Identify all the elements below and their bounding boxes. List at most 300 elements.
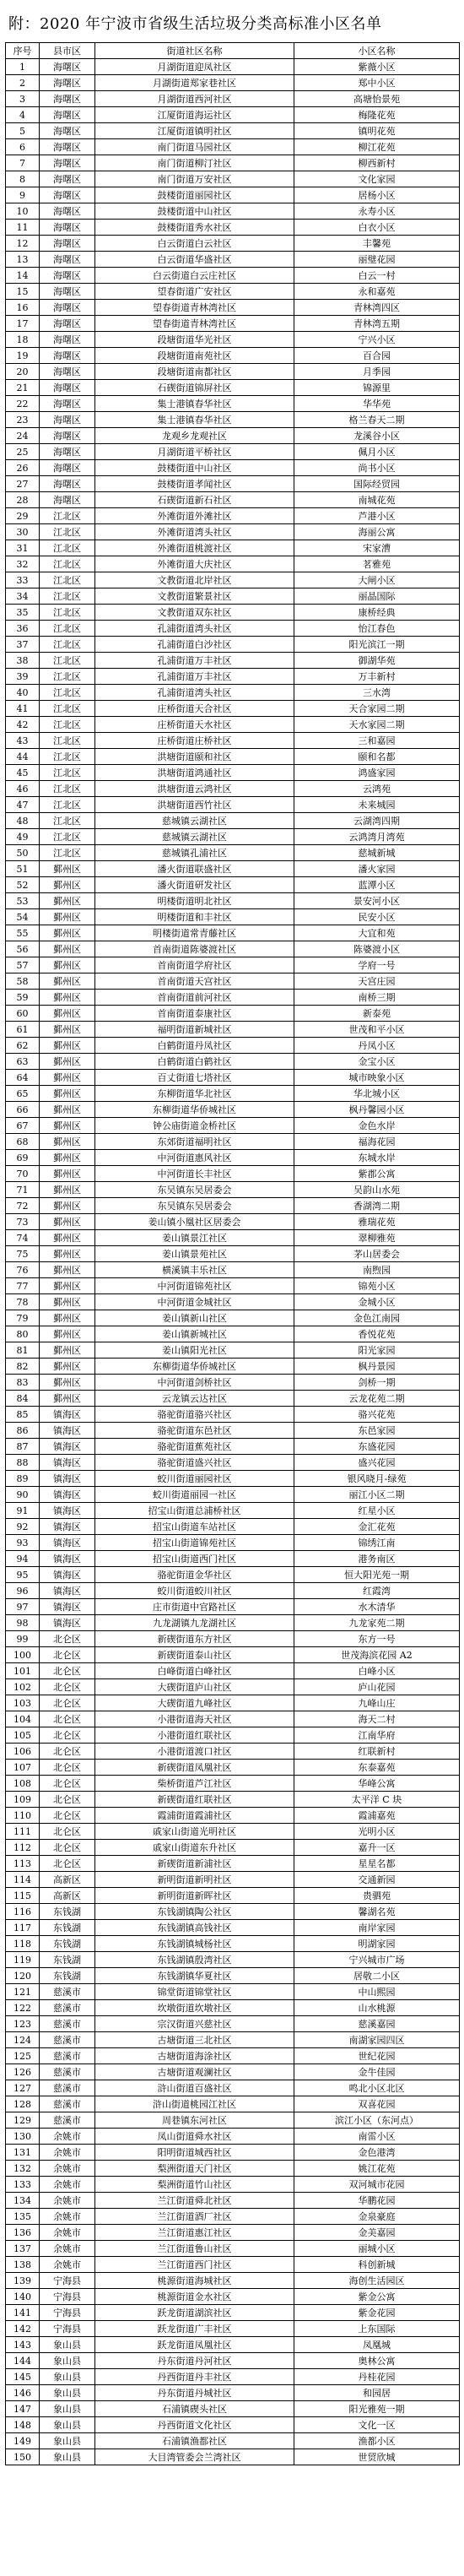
row-district: 镇海区 (40, 1583, 95, 1599)
row-community: 明楼街道常青藤社区 (95, 925, 294, 941)
row-district: 鄞州区 (40, 1391, 95, 1407)
row-number: 62 (6, 1038, 40, 1054)
row-community: 梨洲街道天门社区 (95, 2161, 294, 2177)
row-community: 招宝山街道车站社区 (95, 1519, 294, 1535)
row-district: 江北区 (40, 540, 95, 556)
row-number: 64 (6, 1070, 40, 1086)
row-estate: 东盛花园 (294, 1439, 460, 1455)
row-number: 143 (6, 2337, 40, 2353)
row-estate: 鸣北小区北区 (294, 2080, 460, 2096)
row-community: 石浦镇碶头社区 (95, 2401, 294, 2417)
row-estate: 太平洋 C 块 (294, 1792, 460, 1808)
row-estate: 民安小区 (294, 909, 460, 925)
row-community: 跃龙街道凤凰社区 (95, 2337, 294, 2353)
row-community: 柴桥街道芦江社区 (95, 1776, 294, 1792)
row-district: 海曙区 (40, 396, 95, 412)
row-community: 桃源街道金水社区 (95, 2289, 294, 2305)
row-district: 鄞州区 (40, 1118, 95, 1134)
table-row (6, 460, 460, 476)
table-row (6, 2449, 460, 2465)
row-number: 128 (6, 2096, 40, 2112)
table-row (6, 1727, 460, 1744)
row-number: 8 (6, 171, 40, 187)
row-number: 73 (6, 1214, 40, 1230)
row-estate: 学府一号 (294, 957, 460, 973)
row-district: 鄞州区 (40, 1326, 95, 1342)
row-community: 石碶街道新石社区 (95, 492, 294, 508)
row-number: 15 (6, 284, 40, 300)
row-estate: 东方一号 (294, 1631, 460, 1647)
row-community: 潘火街道研发社区 (95, 877, 294, 893)
row-number: 54 (6, 909, 40, 925)
row-district: 北仑区 (40, 1744, 95, 1760)
row-district: 鄞州区 (40, 1182, 95, 1198)
row-district: 象山县 (40, 2433, 95, 2449)
row-estate: 锦苑小区 (294, 1278, 460, 1294)
row-number: 94 (6, 1551, 40, 1567)
row-number: 69 (6, 1150, 40, 1166)
row-community: 庄桥街道天合社区 (95, 701, 294, 717)
row-estate: 翠柳雅苑 (294, 1230, 460, 1246)
row-estate: 星星名都 (294, 1856, 460, 1872)
row-district: 北仑区 (40, 1647, 95, 1663)
table-row (6, 1824, 460, 1840)
row-community: 白鹤街道白鹤社区 (95, 1054, 294, 1070)
row-district: 北仑区 (40, 1824, 95, 1840)
row-community: 东柳街道华侨城社区 (95, 1359, 294, 1375)
row-district: 镇海区 (40, 1535, 95, 1551)
row-number: 103 (6, 1695, 40, 1711)
row-district: 宁海县 (40, 2321, 95, 2337)
table-row (6, 2369, 460, 2385)
row-estate: 居敬二小区 (294, 1968, 460, 1984)
row-community: 孔浦街道湾头社区 (95, 621, 294, 637)
row-community: 大目湾管委会兰湾社区 (95, 2449, 294, 2465)
row-estate: 南煦园 (294, 1262, 460, 1278)
row-estate: 白峰小区 (294, 1663, 460, 1679)
table-row (6, 1663, 460, 1679)
row-district: 东钱湖 (40, 1936, 95, 1952)
table-row (6, 380, 460, 396)
row-estate: 丽璧花园 (294, 252, 460, 268)
table-row (6, 492, 460, 508)
row-number: 3 (6, 91, 40, 107)
row-number: 70 (6, 1166, 40, 1182)
row-estate: 天宫庄园 (294, 973, 460, 990)
row-community: 东郊街道福明社区 (95, 1134, 294, 1150)
row-number: 82 (6, 1359, 40, 1375)
table-row (6, 1776, 460, 1792)
row-district: 江北区 (40, 829, 95, 845)
row-district: 余姚市 (40, 2193, 95, 2209)
row-estate: 柳江花苑 (294, 139, 460, 155)
row-estate: 高塘怡景苑 (294, 91, 460, 107)
row-district: 鄞州区 (40, 925, 95, 941)
row-district: 鄞州区 (40, 1022, 95, 1038)
table-row (6, 797, 460, 813)
row-community: 段塘街道南都社区 (95, 364, 294, 380)
row-number: 90 (6, 1487, 40, 1503)
row-district: 鄞州区 (40, 1214, 95, 1230)
table-row (6, 2129, 460, 2145)
row-community: 孔浦街道白沙社区 (95, 637, 294, 653)
table-row (6, 123, 460, 139)
row-estate: 三和嘉园 (294, 733, 460, 749)
row-number: 102 (6, 1679, 40, 1695)
row-community: 东吴镇东吴居委会 (95, 1182, 294, 1198)
table-row (6, 2016, 460, 2032)
row-district: 镇海区 (40, 1439, 95, 1455)
row-community: 丹西街道文化社区 (95, 2417, 294, 2433)
row-community: 东钱湖镇城杨社区 (95, 1936, 294, 1952)
row-community: 文教街道繁景社区 (95, 588, 294, 605)
row-estate: 明湖家园 (294, 1936, 460, 1952)
row-district: 象山县 (40, 2449, 95, 2465)
row-estate: 世茂海滨花园 A2 (294, 1647, 460, 1663)
row-number: 123 (6, 2016, 40, 2032)
row-district: 海曙区 (40, 444, 95, 460)
row-community: 庄桥街道庄桥社区 (95, 733, 294, 749)
row-district: 余姚市 (40, 2177, 95, 2193)
row-estate: 奥林公寓 (294, 2353, 460, 2369)
row-number: 84 (6, 1391, 40, 1407)
row-estate: 骆兴花苑 (294, 1407, 460, 1423)
row-number: 40 (6, 685, 40, 701)
row-community: 中河街道剑桥社区 (95, 1375, 294, 1391)
row-district: 鄞州区 (40, 1006, 95, 1022)
row-community: 集士港镇春华社区 (95, 412, 294, 428)
table-row (6, 1342, 460, 1359)
table-row (6, 1166, 460, 1182)
row-district: 慈溪市 (40, 2016, 95, 2032)
table-row (6, 588, 460, 605)
row-estate: 白衣小区 (294, 220, 460, 236)
row-estate: 世纪花园 (294, 2048, 460, 2064)
row-estate: 蓝潭小区 (294, 877, 460, 893)
row-number: 85 (6, 1407, 40, 1423)
row-number: 78 (6, 1294, 40, 1310)
row-number: 145 (6, 2369, 40, 2385)
row-district: 鄞州区 (40, 861, 95, 877)
row-number: 88 (6, 1455, 40, 1471)
row-estate: 上东国际 (294, 2321, 460, 2337)
row-number: 118 (6, 1936, 40, 1952)
table-row (6, 220, 460, 236)
row-district: 镇海区 (40, 1455, 95, 1471)
table-row (6, 1583, 460, 1599)
row-district: 鄞州区 (40, 1150, 95, 1166)
row-estate: 柳西新村 (294, 155, 460, 171)
row-district: 慈溪市 (40, 2064, 95, 2080)
row-district: 北仑区 (40, 1727, 95, 1744)
row-number: 86 (6, 1423, 40, 1439)
row-district: 江北区 (40, 621, 95, 637)
table-row (6, 1022, 460, 1038)
row-estate: 丹凤小区 (294, 1038, 460, 1054)
row-district: 江北区 (40, 524, 95, 540)
row-number: 4 (6, 107, 40, 123)
row-number: 60 (6, 1006, 40, 1022)
row-estate: 颐和名都 (294, 749, 460, 765)
table-row (6, 1182, 460, 1198)
row-community: 文教街道双东社区 (95, 605, 294, 621)
row-estate: 香湖湾二期 (294, 1198, 460, 1214)
row-number: 129 (6, 2112, 40, 2129)
table-row (6, 829, 460, 845)
row-community: 姜山镇小凰社区居委会 (95, 1214, 294, 1230)
table-row (6, 1872, 460, 1888)
row-district: 象山县 (40, 2369, 95, 2385)
table-row (6, 1856, 460, 1872)
row-district: 东钱湖 (40, 1952, 95, 1968)
row-community: 文教街道北岸社区 (95, 572, 294, 588)
row-community: 戚家山街道光明社区 (95, 1824, 294, 1840)
row-community: 月湖街道西河社区 (95, 91, 294, 107)
row-number: 52 (6, 877, 40, 893)
row-district: 高新区 (40, 1888, 95, 1904)
table-row (6, 2080, 460, 2096)
table-row (6, 1760, 460, 1776)
row-district: 海曙区 (40, 268, 95, 284)
row-district: 海曙区 (40, 59, 95, 75)
table-row (6, 1711, 460, 1727)
row-district: 鄞州区 (40, 893, 95, 909)
row-number: 135 (6, 2209, 40, 2225)
row-estate: 江南华府 (294, 1727, 460, 1744)
header-district: 县市区 (40, 43, 95, 59)
row-community: 月湖街道迎凤社区 (95, 59, 294, 75)
table-row (6, 781, 460, 797)
row-community: 慈城镇云湖社区 (95, 813, 294, 829)
row-number: 32 (6, 556, 40, 572)
row-district: 江北区 (40, 701, 95, 717)
table-row (6, 203, 460, 220)
row-estate: 白云一村 (294, 268, 460, 284)
table-row (6, 1006, 460, 1022)
row-number: 12 (6, 236, 40, 252)
row-number: 21 (6, 380, 40, 396)
row-district: 慈溪市 (40, 2032, 95, 2048)
table-row (6, 2177, 460, 2193)
row-community: 潘火街道联盛社区 (95, 861, 294, 877)
row-estate: 光明小区 (294, 1824, 460, 1840)
row-estate: 郑中小区 (294, 75, 460, 91)
table-row (6, 155, 460, 171)
table-row (6, 621, 460, 637)
row-district: 镇海区 (40, 1599, 95, 1615)
row-estate: 云鸿湾月湾苑 (294, 829, 460, 845)
row-community: 蛟川街道蛟川社区 (95, 1583, 294, 1599)
row-district: 慈溪市 (40, 2112, 95, 2129)
row-number: 120 (6, 1968, 40, 1984)
row-district: 海曙区 (40, 332, 95, 348)
row-estate: 华华苑 (294, 396, 460, 412)
row-number: 56 (6, 941, 40, 957)
row-estate: 港务南区 (294, 1551, 460, 1567)
row-district: 鄞州区 (40, 1310, 95, 1326)
row-district: 慈溪市 (40, 1984, 95, 2000)
row-district: 北仑区 (40, 1776, 95, 1792)
table-row (6, 1503, 460, 1519)
row-community: 新碶街道泰山社区 (95, 1647, 294, 1663)
row-estate: 佩月小区 (294, 444, 460, 460)
row-estate: 盛兴花园 (294, 1455, 460, 1471)
table-row (6, 701, 460, 717)
row-district: 江北区 (40, 781, 95, 797)
row-community: 外滩街道湾头社区 (95, 524, 294, 540)
row-district: 江北区 (40, 685, 95, 701)
row-district: 高新区 (40, 1872, 95, 1888)
row-community: 中河街道金城社区 (95, 1294, 294, 1310)
row-district: 海曙区 (40, 171, 95, 187)
row-estate: 景安河小区 (294, 893, 460, 909)
row-community: 庄市街道中官路社区 (95, 1599, 294, 1615)
row-district: 海曙区 (40, 220, 95, 236)
row-estate: 大宜和苑 (294, 925, 460, 941)
table-row (6, 1904, 460, 1920)
row-community: 鼓楼街道中山社区 (95, 460, 294, 476)
row-community: 洪塘街道西竹社区 (95, 797, 294, 813)
row-estate: 金泉豪庭 (294, 2209, 460, 2225)
row-district: 镇海区 (40, 1567, 95, 1583)
table-row (6, 2273, 460, 2289)
row-community: 周巷镇东河社区 (95, 2112, 294, 2129)
row-district: 海曙区 (40, 348, 95, 364)
row-number: 41 (6, 701, 40, 717)
row-community: 望春街道青林湾社区 (95, 300, 294, 316)
row-district: 江北区 (40, 749, 95, 765)
row-district: 江北区 (40, 556, 95, 572)
row-community: 东柳街道华侨城社区 (95, 1102, 294, 1118)
row-estate: 紫金公寓 (294, 2289, 460, 2305)
row-estate: 紫薇小区 (294, 59, 460, 75)
row-number: 17 (6, 316, 40, 332)
row-district: 北仑区 (40, 1695, 95, 1711)
row-estate: 永寿小区 (294, 203, 460, 220)
row-community: 蛟川街道丽园一社区 (95, 1487, 294, 1503)
row-estate: 云鸿苑 (294, 781, 460, 797)
row-community: 跃龙街道湖滨社区 (95, 2305, 294, 2321)
row-district: 海曙区 (40, 460, 95, 476)
table-row (6, 2032, 460, 2048)
row-community: 九龙湖镇九龙湖社区 (95, 1615, 294, 1631)
row-estate: 阳光家园 (294, 1342, 460, 1359)
row-district: 江北区 (40, 653, 95, 669)
table-row (6, 845, 460, 861)
row-number: 39 (6, 669, 40, 685)
row-district: 江北区 (40, 508, 95, 524)
row-number: 61 (6, 1022, 40, 1038)
row-district: 海曙区 (40, 412, 95, 428)
row-number: 45 (6, 765, 40, 781)
row-number: 5 (6, 123, 40, 139)
row-estate: 镇明花苑 (294, 123, 460, 139)
row-number: 89 (6, 1471, 40, 1487)
row-community: 新碶街道新浦社区 (95, 1856, 294, 1872)
row-district: 海曙区 (40, 380, 95, 396)
table-row (6, 1439, 460, 1455)
table-row (6, 909, 460, 925)
row-number: 149 (6, 2433, 40, 2449)
table-row (6, 2305, 460, 2321)
row-number: 22 (6, 396, 40, 412)
row-community: 新碶街道红联社区 (95, 1792, 294, 1808)
table-row (6, 1391, 460, 1407)
row-district: 海曙区 (40, 107, 95, 123)
row-number: 43 (6, 733, 40, 749)
row-number: 131 (6, 2145, 40, 2161)
row-community: 望春街道青林湾社区 (95, 316, 294, 332)
row-community: 姜山镇新城社区 (95, 1326, 294, 1342)
row-number: 24 (6, 428, 40, 444)
row-district: 海曙区 (40, 139, 95, 155)
row-district: 海曙区 (40, 203, 95, 220)
row-district: 海曙区 (40, 428, 95, 444)
row-district: 北仑区 (40, 1840, 95, 1856)
row-estate: 姚江花苑 (294, 2161, 460, 2177)
row-number: 46 (6, 781, 40, 797)
row-estate: 宁兴小区 (294, 332, 460, 348)
row-estate: 天合家园二期 (294, 701, 460, 717)
row-number: 107 (6, 1760, 40, 1776)
row-number: 23 (6, 412, 40, 428)
table-row (6, 75, 460, 91)
row-district: 海曙区 (40, 75, 95, 91)
row-district: 慈溪市 (40, 2096, 95, 2112)
table-row (6, 59, 460, 75)
row-district: 海曙区 (40, 300, 95, 316)
table-row (6, 717, 460, 733)
row-community: 龙观乡龙观社区 (95, 428, 294, 444)
row-community: 明楼街道明北社区 (95, 893, 294, 909)
row-district: 江北区 (40, 733, 95, 749)
row-estate: 南湖家园四区 (294, 2032, 460, 2048)
row-estate: 丽城小区 (294, 2241, 460, 2257)
row-community: 戚家山街道东升社区 (95, 1840, 294, 1856)
row-number: 20 (6, 364, 40, 380)
table-row (6, 2385, 460, 2401)
row-estate: 九峰山庄 (294, 1695, 460, 1711)
row-community: 白峰街道白峰社区 (95, 1663, 294, 1679)
row-estate: 红星小区 (294, 1503, 460, 1519)
row-number: 99 (6, 1631, 40, 1647)
row-number: 132 (6, 2161, 40, 2177)
row-community: 浒山街道百盛社区 (95, 2080, 294, 2096)
row-community: 鼓楼街道丽园社区 (95, 187, 294, 203)
row-estate: 百合园 (294, 348, 460, 364)
table-row (6, 637, 460, 653)
row-estate: 三水湾 (294, 685, 460, 701)
table-row (6, 1150, 460, 1166)
row-estate: 海丽公寓 (294, 524, 460, 540)
row-estate: 华鹏花园 (294, 2193, 460, 2209)
row-community: 外滩街道大庆社区 (95, 556, 294, 572)
row-estate: 九龙家苑二期 (294, 1615, 460, 1631)
row-community: 古塘街道海涂社区 (95, 2048, 294, 2064)
row-district: 海曙区 (40, 155, 95, 171)
row-number: 140 (6, 2289, 40, 2305)
row-estate: 嘉升一区 (294, 1840, 460, 1856)
row-estate: 新泰苑 (294, 1006, 460, 1022)
row-number: 49 (6, 829, 40, 845)
row-number: 92 (6, 1519, 40, 1535)
row-district: 东钱湖 (40, 1920, 95, 1936)
table-row (6, 1102, 460, 1118)
row-estate: 城市映象小区 (294, 1070, 460, 1086)
row-district: 鄞州区 (40, 877, 95, 893)
row-community: 百丈街道七塔社区 (95, 1070, 294, 1086)
table-row (6, 268, 460, 284)
